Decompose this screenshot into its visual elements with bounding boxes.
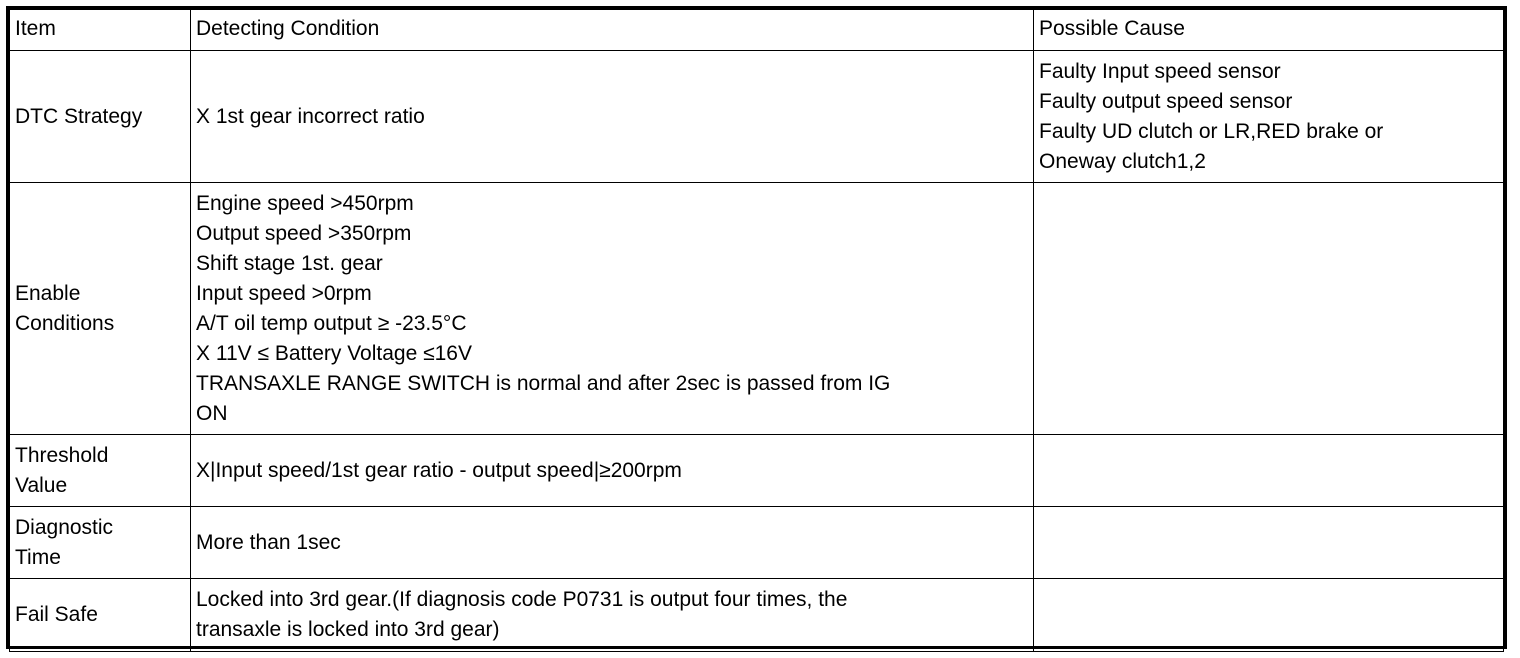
header-item: Item	[10, 10, 191, 51]
cell-line: Oneway clutch1,2	[1039, 149, 1206, 173]
condition-cell	[191, 183, 1034, 435]
cause-cell	[1034, 579, 1504, 652]
cause-cell	[1034, 507, 1504, 579]
condition-cell	[191, 579, 1034, 652]
cell-line: TRANSAXLE RANGE SWITCH is normal and after 2sec is passed from IG	[196, 371, 891, 395]
cell-line: DTC Strategy	[15, 104, 143, 128]
cell-line: Faulty UD clutch or LR,RED brake or	[1039, 119, 1384, 143]
item-cell	[10, 435, 191, 507]
item-cell	[10, 183, 191, 435]
cell-line: Shift stage 1st. gear	[196, 251, 383, 275]
cell-line: Fail Safe	[15, 603, 98, 626]
cell-line: Enable	[15, 281, 81, 305]
cell-line: Input speed >0rpm	[196, 281, 372, 305]
cell-line: Diagnostic	[15, 515, 114, 539]
table-row	[10, 507, 1504, 579]
cell-line: Value	[15, 473, 68, 497]
item-cell	[10, 51, 191, 183]
diagnostic-table-sheet	[6, 6, 1507, 649]
cell-line: X 11V ≤ Battery Voltage ≤16V	[196, 341, 472, 365]
cell-line: Locked into 3rd gear.(If diagnosis code P0731 is output four times, the	[196, 588, 848, 611]
cell-line: X|Input speed/1st gear ratio - output speed|≥200rpm	[196, 458, 682, 482]
cause-cell	[1034, 51, 1504, 183]
diagnostic-table	[9, 9, 1504, 652]
table-row	[10, 183, 1504, 435]
header-possible-cause: Possible Cause	[1034, 10, 1504, 51]
header-detecting-condition: Detecting Condition	[191, 10, 1034, 51]
condition-cell	[191, 435, 1034, 507]
table-row	[10, 579, 1504, 652]
cell-line: A/T oil temp output ≥ -23.5°C	[196, 311, 467, 335]
condition-cell	[191, 51, 1034, 183]
cell-line: X 1st gear incorrect ratio	[196, 104, 425, 128]
cell-line: Engine speed >450rpm	[196, 191, 414, 215]
cell-line: Output speed >350rpm	[196, 221, 412, 245]
item-cell	[10, 579, 191, 652]
cell-line: Threshold	[15, 443, 109, 467]
cell-line: Faulty Input speed sensor	[1039, 59, 1281, 83]
cell-line: ON	[196, 401, 228, 425]
cell-line: Conditions	[15, 311, 115, 335]
table-header-row	[10, 10, 1504, 51]
cause-cell	[1034, 435, 1504, 507]
item-cell	[10, 507, 191, 579]
cell-line: transaxle is locked into 3rd gear)	[196, 618, 500, 641]
table-row	[10, 435, 1504, 507]
condition-cell	[191, 507, 1034, 579]
cell-line: Time	[15, 545, 61, 569]
cell-line: Faulty output speed sensor	[1039, 89, 1293, 113]
cause-cell	[1034, 183, 1504, 435]
table-row	[10, 51, 1504, 183]
cell-line: More than 1sec	[196, 530, 341, 554]
